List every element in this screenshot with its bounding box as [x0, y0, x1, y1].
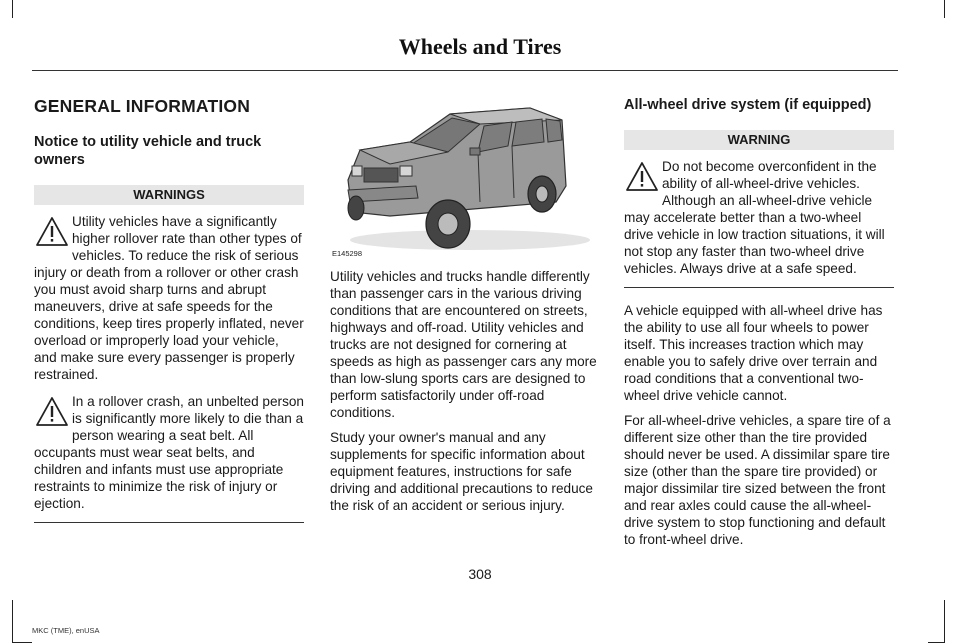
- warning-awd-overconfidence: [624, 158, 894, 277]
- subheading-awd: All-wheel drive system (if equipped): [624, 97, 872, 113]
- utility-vehicle-illustration: [330, 90, 600, 260]
- warning-label-bar: WARNING: [624, 130, 894, 150]
- column-right: [624, 96, 894, 556]
- crop-mark: [944, 600, 945, 643]
- warning-text: In a rollover crash, an unbelted person is significantly more likely to die than a person wearing a seat belt. All occupants must wear seat belts, and children and infants must use appropriate restraints to minimize the risk of injury or ejection.: [34, 394, 304, 511]
- crop-mark: [944, 0, 945, 18]
- warnings-label-bar: WARNINGS: [34, 185, 304, 205]
- subheading-utility-vehicle: Notice to utility vehicle and truck owners: [34, 134, 262, 168]
- warning-triangle-icon: [34, 215, 70, 249]
- paragraph-handling: Utility vehicles and trucks handle differently than passenger cars in the various driving conditions that are encountered on streets, highways and off-road. Utility vehicles and trucks are not designed for cornering at speeds as high as passenger cars any more than low-slung sports cars are designed to perform satisfactorily under off-road conditions.: [330, 269, 597, 420]
- warning-text: Utility vehicles have a significantly higher rollover rate than other types of vehicles. To reduce the risk of serious injury or death from a rollover or other crash you must avoid sharp turns and abrupt maneuvers, drive at safe speeds for the conditions, keep tires properly inflated, never overload or improperly load your vehicle, and make sure every passenger is properly restrained.: [34, 214, 304, 382]
- warning-text: Do not become overconfident in the ability of all-wheel-drive vehicles. Although an all-wheel-drive vehicle may accelerate better than a two-wheel drive vehicle in low traction situations, it will not stop any faster than two-wheel drive vehicles. Always drive at a safe speed.: [624, 159, 885, 276]
- crop-mark: [12, 600, 13, 643]
- footer-model-code: MKC (TME), enUSA: [32, 626, 100, 635]
- warning-seat-belt: [34, 393, 304, 512]
- column-left: [34, 96, 304, 537]
- figure-code: E145298: [332, 249, 363, 258]
- warning-end-rule: [624, 287, 894, 288]
- paragraph-awd-traction: A vehicle equipped with all-wheel drive has the ability to use all four wheels to power itself. This increases traction which may enable you to safely drive over terrain and road conditions that a conventional two-wheel drive vehicle cannot.: [624, 303, 883, 403]
- column-middle: [330, 96, 600, 522]
- warning-triangle-icon: [34, 395, 70, 429]
- crop-mark: [12, 0, 13, 18]
- section-title: GENERAL INFORMATION: [34, 96, 251, 116]
- paragraph-spare-tire: For all-wheel-drive vehicles, a spare tire of a different size other than the tire provided should never be used. A dissimilar spare tire size (other than the spare tire provided) or major dissimilar tire sized between the front and rear axles could cause the all-wheel-drive system to stop functioning and default to front-wheel drive.: [624, 413, 891, 547]
- warning-triangle-icon: [624, 160, 660, 194]
- suv-icon: [330, 90, 600, 260]
- paragraph-owners-manual: Study your owner's manual and any supplements for specific information about equipment features, instructions for safe driving and additional precautions to reduce the risk of an accident or serious injury.: [330, 430, 593, 513]
- warning-rollover-rate: [34, 213, 304, 383]
- page-number: 308: [468, 566, 492, 582]
- header-divider: [32, 70, 898, 71]
- page-header-title: Wheels and Tires: [398, 34, 562, 59]
- warnings-end-rule: [34, 522, 304, 523]
